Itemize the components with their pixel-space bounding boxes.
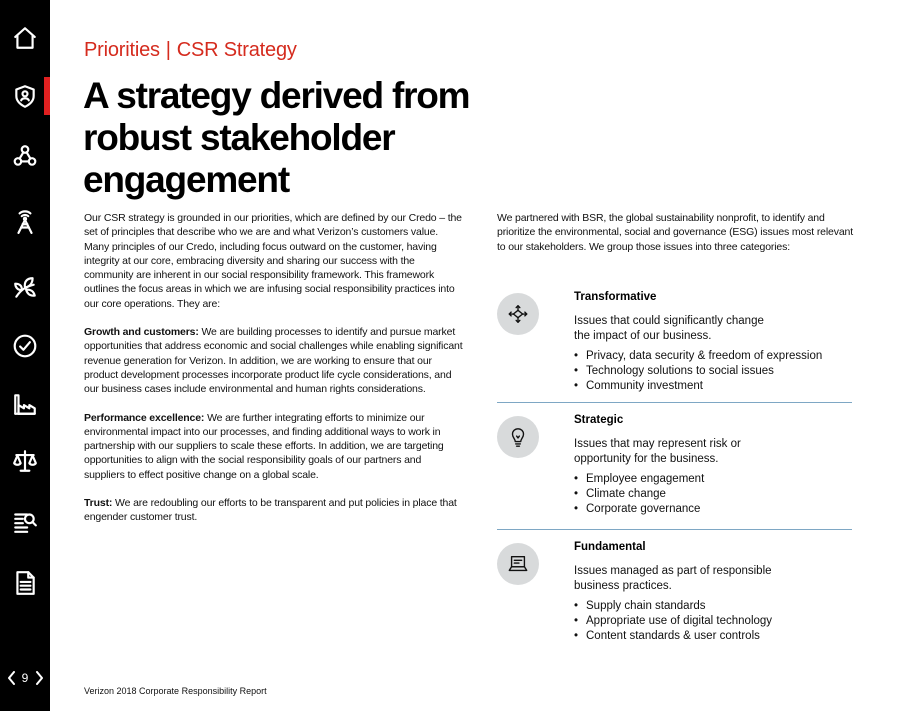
report-footer: Verizon 2018 Corporate Responsibility Report <box>84 686 267 696</box>
document-icon[interactable] <box>0 565 50 601</box>
list-item: • Content standards & user controls <box>574 629 854 644</box>
category-description: Issues managed as part of responsible business practices. <box>574 565 772 592</box>
category-title: Transformative <box>574 291 657 303</box>
list-item: • Climate change <box>574 487 854 502</box>
category-description: Issues that may represent risk or opportunity for the business. <box>574 438 741 465</box>
breadcrumb-separator: | <box>165 39 171 61</box>
breadcrumb <box>84 39 297 62</box>
scales-icon[interactable] <box>0 443 50 479</box>
trust-label: Trust: <box>84 497 113 510</box>
lightbulb-icon <box>497 416 539 458</box>
checkmark-circle-icon[interactable] <box>0 328 50 364</box>
category-body <box>574 416 854 517</box>
home-icon[interactable] <box>0 20 50 56</box>
categories-intro: We partnered with BSR, the global sustainability nonprofit, to identify and prioritize the environmental, social and governance (ESG) issues most relevant to our stakeholders. We group those issues into three categories: <box>497 212 853 253</box>
arrows-transform-icon <box>497 293 539 335</box>
category-title: Strategic <box>574 414 624 426</box>
category-body <box>574 293 854 394</box>
antenna-tower-icon[interactable] <box>0 203 50 239</box>
page-number: 9 <box>21 671 29 685</box>
growth-label: Growth and customers: <box>84 326 199 339</box>
list-item: • Appropriate use of digital technology <box>574 614 854 629</box>
document-search-icon[interactable] <box>0 503 50 539</box>
growth-text: We are building processes to identify and pursue market opportunities that address economic and social challenges while enabling significant revenue generation for Verizon. In addition, we are working to ensure that our product development processes incorporate product life cycle considerations, and our business cases include environmental and human rights considerations. <box>84 326 463 396</box>
leaf-icon[interactable] <box>0 270 50 306</box>
category-body <box>574 543 854 644</box>
trust-paragraph <box>84 496 464 525</box>
laptop-icon <box>497 543 539 585</box>
previous-page-icon[interactable] <box>6 670 16 686</box>
list-item: • Technology solutions to social issues <box>574 364 854 379</box>
category-title: Fundamental <box>574 541 646 553</box>
performance-paragraph <box>84 411 464 482</box>
list-item: • Community investment <box>574 379 854 394</box>
active-page-marker <box>44 77 50 115</box>
factory-icon[interactable] <box>0 386 50 422</box>
breadcrumb-section[interactable]: Priorities <box>84 39 160 61</box>
page-title: A strategy derived from robust stakeholder engagement <box>83 75 470 200</box>
list-item: • Corporate governance <box>574 502 854 517</box>
next-page-icon[interactable] <box>34 670 44 686</box>
performance-text: We are further integrating efforts to minimize our environmental impact into our processes, and finding additional ways to work in partnership with our suppliers to scale these efforts. In addition, we are targeting opportunities to align with the social responsibility goals of our partners and suppliers to effect positive change on a global scale. <box>84 411 444 481</box>
category-divider <box>497 402 852 403</box>
category-issues-list <box>574 599 854 644</box>
page-pager <box>0 668 50 688</box>
list-item: • Privacy, data security & freedom of expression <box>574 349 854 364</box>
list-item: • Employee engagement <box>574 472 854 487</box>
category-issues-list <box>574 349 854 394</box>
performance-label: Performance excellence: <box>84 411 205 424</box>
breadcrumb-subsection[interactable]: CSR Strategy <box>176 39 297 61</box>
sidebar-nav <box>0 0 50 711</box>
shield-person-icon[interactable] <box>0 78 50 114</box>
network-icon[interactable] <box>0 138 50 174</box>
trust-text: We are redoubling our efforts to be transparent and put policies in place that engender customer trust. <box>84 497 457 524</box>
category-issues-list <box>574 472 854 517</box>
left-column <box>84 211 464 539</box>
growth-paragraph <box>84 325 464 396</box>
category-description: Issues that could significantly change the impact of our business. <box>574 315 764 342</box>
category-divider <box>497 529 852 530</box>
intro-paragraph: Our CSR strategy is grounded in our priorities, which are defined by our Credo – the set of principles that describe who we are and what Verizon’s customers value. Many principles of our Credo, including focus outward on the customer, having integrity at our core, embracing diversity and sharing our success with the community are inherent in our social responsibility framework. This framework outlines the focus areas in which we are infusing social responsibility practices into our core operations. They are: <box>84 212 462 310</box>
list-item: • Supply chain standards <box>574 599 854 614</box>
